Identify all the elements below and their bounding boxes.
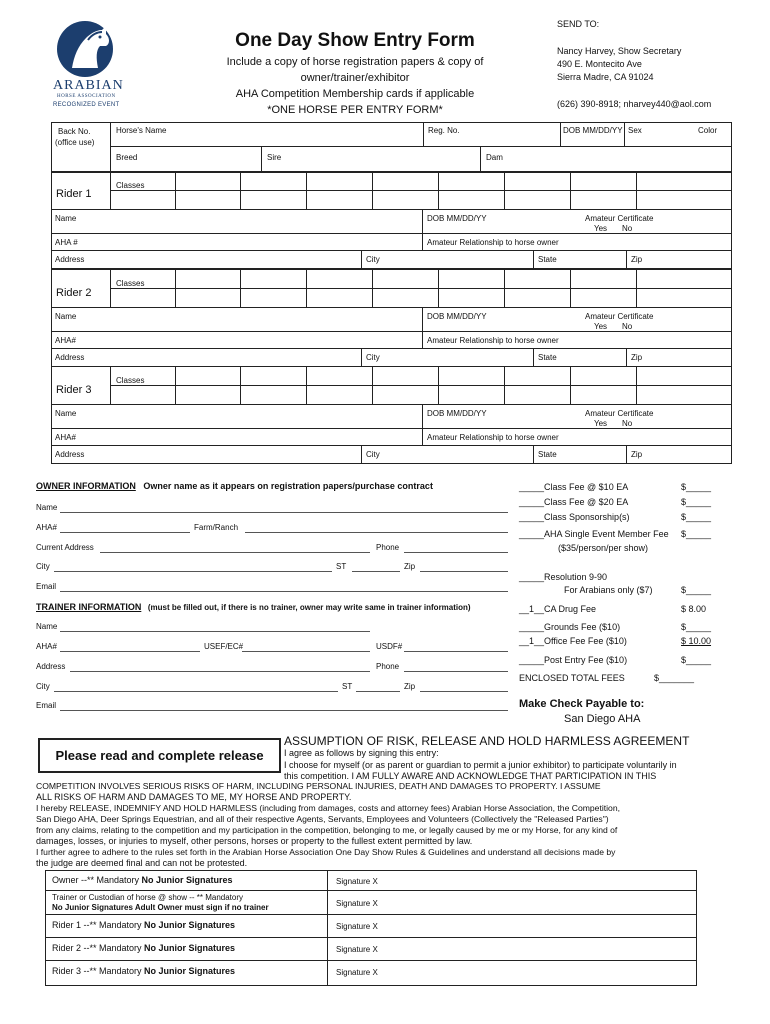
fee-total-amount[interactable]: $_______: [654, 673, 695, 683]
read-release-label: Please read and complete release: [55, 748, 264, 763]
payable-label: Make Check Payable to:: [519, 698, 645, 710]
rider-3-city-field[interactable]: City: [366, 450, 380, 459]
rider-1-aha-field[interactable]: AHA #: [55, 238, 78, 247]
trainer-heading-title: TRAINER INFORMATION: [36, 602, 142, 612]
release-text-1: I agree as follows by signing this entry:: [284, 748, 439, 758]
reg-no-field[interactable]: Reg. No.: [428, 126, 460, 135]
trainer-name-label: Name: [36, 622, 58, 631]
fee-resolution[interactable]: _____Resolution 9-90: [519, 572, 608, 582]
rider-1-zip-field[interactable]: Zip: [631, 255, 643, 264]
fee-aha-member[interactable]: _____AHA Single Event Member Fee: [519, 529, 669, 539]
owner-address-label: Current Address: [36, 543, 94, 552]
fee-post-entry[interactable]: _____Post Entry Fee ($10): [519, 655, 628, 665]
owner-zip-label: Zip: [404, 562, 416, 571]
trainer-aha-label: AHA#: [36, 642, 57, 651]
sig-rider-3-no-junior: No Junior Signatures: [144, 966, 236, 976]
sire-field[interactable]: Sire: [267, 153, 282, 162]
rider-3-classes-field[interactable]: Classes: [116, 376, 145, 385]
sig-rider-2-label: [52, 943, 235, 953]
horse-head-icon: [52, 16, 118, 78]
rider-2-title: Rider 2: [56, 287, 92, 299]
send-to-name: Nancy Harvey, Show Secretary: [557, 46, 682, 56]
trainer-email-label: Email: [36, 701, 57, 710]
fee-grounds-amount[interactable]: $_____: [681, 622, 712, 632]
rider-1-classes-field[interactable]: Classes: [116, 181, 145, 190]
back-no-label: Back No.: [58, 127, 91, 136]
rider-3-no-option[interactable]: No: [622, 419, 633, 428]
fee-resolution-amount[interactable]: $_____: [681, 585, 712, 595]
send-to-label: SEND TO:: [557, 19, 600, 29]
release-text-3: COMPETITION INVOLVES SERIOUS RISKS OF HARM, INCLUDING PERSONAL INJURIES, DEATH AND DAMAGES TO PROPERTY. I ASSUME: [36, 781, 601, 791]
sig-trainer-field[interactable]: Signature X: [336, 899, 378, 908]
breed-field[interactable]: Breed: [116, 153, 138, 162]
office-use-label: (office use): [55, 138, 95, 147]
payable-to: San Diego AHA: [564, 713, 641, 725]
rider-1-title: Rider 1: [56, 188, 92, 200]
fee-office[interactable]: __1__Office Fee Fee ($10): [519, 636, 627, 646]
rider-1-dob-field[interactable]: DOB MM/DD/YY: [427, 214, 487, 223]
sig-rider-1-no-junior: No Junior Signatures: [144, 920, 236, 930]
fee-class-10-amount[interactable]: $_____: [681, 482, 712, 492]
sig-owner-mandatory: Owner --** Mandatory: [52, 875, 142, 885]
sig-trainer-note: No Junior Signatures Adult Owner must sign if no trainer: [52, 903, 269, 912]
rider-2-address-field[interactable]: Address: [55, 353, 85, 362]
sig-rider-1-mandatory: Rider 1 --** Mandatory: [52, 920, 145, 930]
owner-name-label: Name: [36, 503, 58, 512]
trainer-zip-label: Zip: [404, 682, 416, 691]
release-text-10: the judge are deemed final and can not be protested.: [36, 858, 248, 868]
rider-3-aha-field[interactable]: AHA#: [55, 433, 76, 442]
dam-field[interactable]: Dam: [486, 153, 503, 162]
rider-2-zip-field[interactable]: Zip: [631, 353, 643, 362]
header-line-4: *ONE HORSE PER ENTRY FORM*: [267, 104, 443, 116]
rider-1-yes-option[interactable]: Yes: [594, 224, 608, 233]
sig-rider-1-label: [52, 920, 235, 930]
logo-sub-text: HORSE ASSOCIATION: [57, 94, 116, 99]
rider-2-state-field[interactable]: State: [538, 353, 557, 362]
owner-phone-label: Phone: [376, 543, 400, 552]
release-text-2b: this competition. I AM FULLY AWARE AND ACKNOWLEDGE THAT PARTICIPATION IN THIS: [284, 771, 657, 781]
rider-1-amateur-rel-field[interactable]: Amateur Relationship to horse owner: [427, 238, 559, 247]
rider-2-city-field[interactable]: City: [366, 353, 380, 362]
trainer-st-label: ST: [342, 682, 353, 691]
release-text-7: from any claims, relating to the competition and my participation in the competition, belonging to me, or legally caused by me or my Horse, for any kind of: [36, 825, 618, 835]
release-text-5: I hereby RELEASE, INDEMNIFY AND HOLD HARMLESS (including from damages, costs and attorney fees) Arabian Horse Association, the Competition,: [36, 803, 620, 813]
fee-class-20-amount[interactable]: $_____: [681, 497, 712, 507]
rider-2-aha-field[interactable]: AHA#: [55, 336, 76, 345]
release-text-2a: I choose for myself (or as parent or guardian to permit a junior exhibitor) to participate voluntarily in: [284, 760, 677, 770]
fee-class-10[interactable]: _____Class Fee @ $10 EA: [519, 482, 629, 492]
fee-arabians-only: For Arabians only ($7): [564, 585, 653, 595]
send-to-address-2: Sierra Madre, CA 91024: [557, 72, 654, 82]
rider-2-dob-field[interactable]: DOB MM/DD/YY: [427, 312, 487, 321]
logo-tag-text: RECOGNIZED EVENT: [53, 102, 120, 108]
owner-farm-label: Farm/Ranch: [194, 523, 239, 532]
fee-grounds[interactable]: _____Grounds Fee ($10): [519, 622, 621, 632]
rider-3-amateur-cert: Amateur Certificate: [585, 409, 654, 418]
fee-ca-drug[interactable]: __1__CA Drug Fee: [519, 604, 597, 614]
fee-sponsorship[interactable]: _____Class Sponsorship(s): [519, 512, 630, 522]
rider-1-state-field[interactable]: State: [538, 255, 557, 264]
rider-2-amateur-cert: Amateur Certificate: [585, 312, 654, 321]
rider-1-amateur-cert: Amateur Certificate: [585, 214, 654, 223]
release-text-6: San Diego AHA, Deer Springs Equestrian, and all of their respective Agents, Servants, Employees and Volunteers (Collectively the "Released Parties"): [36, 814, 609, 824]
sig-trainer-label: Trainer or Custodian of horse @ show -- ** Mandatory: [52, 893, 244, 902]
rider-3-address-field[interactable]: Address: [55, 450, 85, 459]
trainer-phone-label: Phone: [376, 662, 400, 671]
sig-owner-no-junior: No Junior Signatures: [141, 875, 233, 885]
rider-3-state-field[interactable]: State: [538, 450, 557, 459]
trainer-address-label: Address: [36, 662, 66, 671]
rider-3-amateur-rel-field[interactable]: Amateur Relationship to horse owner: [427, 433, 559, 442]
sig-rider-2-mandatory: Rider 2 --** Mandatory: [52, 943, 145, 953]
horse-dob-field[interactable]: DOB MM/DD/YY: [563, 126, 623, 135]
horse-name-field[interactable]: Horse's Name: [116, 126, 167, 135]
rider-2-no-option[interactable]: No: [622, 322, 633, 331]
header-line-2: owner/trainer/exhibitor: [300, 72, 410, 84]
fee-aha-member-amount[interactable]: $_____: [681, 529, 712, 539]
owner-heading-title: OWNER INFORMATION: [36, 481, 136, 491]
owner-email-label: Email: [36, 582, 57, 591]
release-text-9: I further agree to adhere to the rules set forth in the Arabian Horse Association One Day Show Rules & Guidelines and understand all decisions made by: [36, 847, 616, 857]
send-to-contact: (626) 390-8918; nharvey440@aol.com: [557, 99, 712, 109]
rider-2-classes-field[interactable]: Classes: [116, 279, 145, 288]
rider-3-name-field[interactable]: Name: [55, 409, 77, 418]
rider-1-no-option[interactable]: No: [622, 224, 633, 233]
aha-logo: [50, 16, 124, 108]
header-line-3: AHA Competition Membership cards if applicable: [235, 88, 475, 100]
release-title: ASSUMPTION OF RISK, RELEASE AND HOLD HARMLESS AGREEMENT: [284, 734, 690, 748]
fee-sponsorship-amount[interactable]: $_____: [681, 512, 712, 522]
trainer-heading-sub: (must be filled out, if there is no trainer, owner may write same in trainer information): [147, 603, 471, 612]
page-title: One Day Show Entry Form: [235, 30, 475, 51]
logo-main-text: ARABIAN: [53, 78, 124, 93]
owner-heading-sub: Owner name as it appears on registration papers/purchase contract: [143, 481, 433, 491]
trainer-usdf-label: USDF#: [376, 642, 403, 651]
rider-3-title: Rider 3: [56, 384, 92, 396]
owner-st-label: ST: [336, 562, 347, 571]
rider-3-yes-option[interactable]: Yes: [594, 419, 608, 428]
rider-3-dob-field[interactable]: DOB MM/DD/YY: [427, 409, 487, 418]
rider-1-name-field[interactable]: Name: [55, 214, 77, 223]
owner-city-label: City: [36, 562, 50, 571]
rider-2-amateur-rel-field[interactable]: Amateur Relationship to horse owner: [427, 336, 559, 345]
trainer-usef-label: USEF/EC#: [204, 642, 244, 651]
fee-ca-drug-amount[interactable]: $ 8.00: [681, 604, 707, 614]
fee-office-amount[interactable]: $ 10.00: [681, 636, 712, 646]
sig-rider-1-field[interactable]: Signature X: [336, 922, 378, 931]
header-line-1: Include a copy of horse registration papers & copy of: [226, 56, 484, 68]
rider-3-zip-field[interactable]: Zip: [631, 450, 643, 459]
trainer-city-label: City: [36, 682, 50, 691]
color-field[interactable]: Color: [698, 126, 718, 135]
read-release-button[interactable]: [38, 738, 281, 773]
rider-2-name-field[interactable]: Name: [55, 312, 77, 321]
release-text-4: ALL RISKS OF HARM AND DAMAGES TO ME, MY HORSE AND PROPERTY.: [36, 792, 352, 802]
fee-post-entry-amount[interactable]: $_____: [681, 655, 712, 665]
trainer-heading: [36, 602, 471, 612]
sig-owner-label: [52, 875, 233, 885]
fee-class-20[interactable]: _____Class Fee @ $20 EA: [519, 497, 629, 507]
release-text-8: damages, losses, or injuries to myself, other persons, horses or property to the fullest extent permitted by law.: [36, 836, 473, 846]
rider-2-yes-option[interactable]: Yes: [594, 322, 608, 331]
sex-field[interactable]: Sex: [628, 126, 642, 135]
sig-rider-3-field[interactable]: Signature X: [336, 968, 378, 977]
fee-aha-member-note: ($35/person/per show): [558, 543, 649, 553]
rider-1-address-field[interactable]: Address: [55, 255, 85, 264]
sig-rider-2-no-junior: No Junior Signatures: [144, 943, 236, 953]
sig-rider-2-field[interactable]: Signature X: [336, 945, 378, 954]
sig-owner-field[interactable]: Signature X: [336, 877, 378, 886]
owner-aha-label: AHA#: [36, 523, 57, 532]
fee-total: ENCLOSED TOTAL FEES: [519, 673, 625, 683]
owner-heading: [36, 481, 433, 491]
sig-rider-3-label: [52, 966, 235, 976]
sig-rider-3-mandatory: Rider 3 --** Mandatory: [52, 966, 145, 976]
rider-1-city-field[interactable]: City: [366, 255, 380, 264]
send-to-address-1: 490 E. Montecito Ave: [557, 59, 642, 69]
